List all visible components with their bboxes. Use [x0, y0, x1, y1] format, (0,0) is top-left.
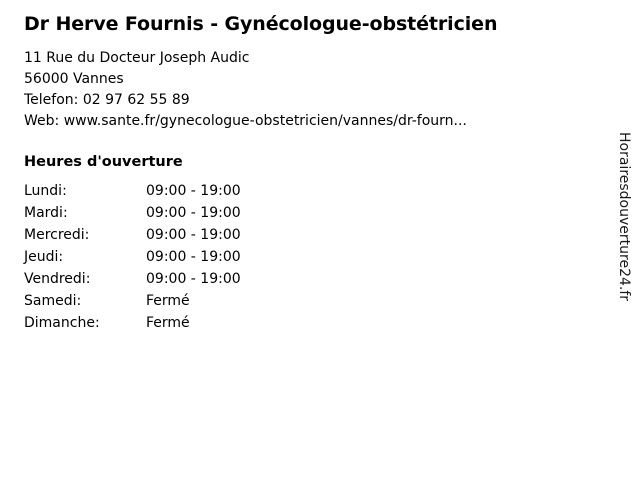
day-label: Mardi: [24, 205, 68, 221]
phone-number: Telefon: 02 97 62 55 89 [24, 92, 190, 108]
table-row [24, 204, 326, 226]
table-row [24, 270, 326, 292]
day-label: Vendredi: [24, 271, 91, 287]
table-row [24, 182, 326, 204]
address-street: 11 Rue du Docteur Joseph Audic [24, 50, 250, 66]
day-hours: 09:00 - 19:00 [146, 249, 241, 265]
website-url: Web: www.sante.fr/gynecologue-obstetricien/vannes/dr-fourn... [24, 113, 467, 129]
day-hours: 09:00 - 19:00 [146, 227, 241, 243]
day-hours: 09:00 - 19:00 [146, 205, 241, 221]
opening-hours-heading: Heures d'ouverture [24, 154, 183, 170]
table-row [24, 292, 326, 314]
business-card [24, 12, 584, 336]
address-city: 56000 Vannes [24, 71, 124, 87]
table-row [24, 248, 326, 270]
day-hours: 09:00 - 19:00 [146, 183, 241, 199]
watermark [610, 0, 640, 480]
table-row [24, 314, 326, 336]
day-hours: Fermé [146, 315, 190, 331]
day-label: Mercredi: [24, 227, 90, 243]
day-label: Dimanche: [24, 315, 100, 331]
opening-hours-table [24, 182, 326, 336]
day-hours: 09:00 - 19:00 [146, 271, 241, 287]
day-label: Lundi: [24, 183, 67, 199]
watermark-text: Horairesdouverture24.fr [616, 132, 632, 302]
day-hours: Fermé [146, 293, 190, 309]
page-title: Dr Herve Fournis - Gynécologue-obstétricien [24, 13, 498, 35]
day-label: Jeudi: [24, 249, 64, 265]
table-row [24, 226, 326, 248]
day-label: Samedi: [24, 293, 82, 309]
